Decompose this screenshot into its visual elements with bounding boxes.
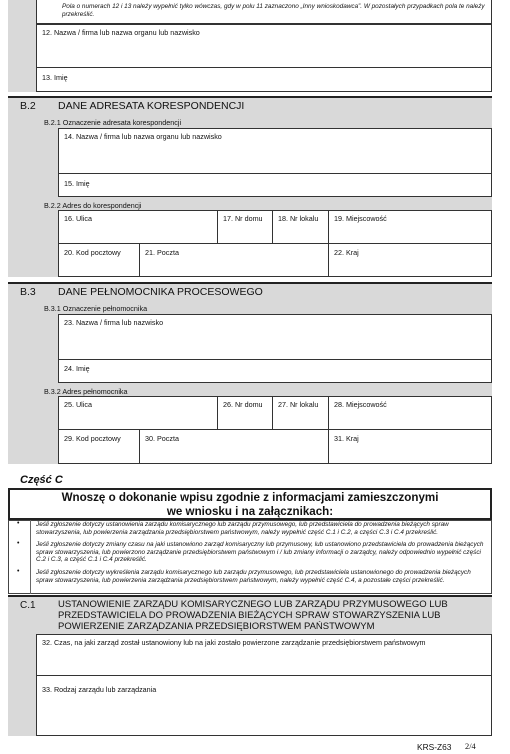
field-26-label: 26. Nr domu [223, 400, 263, 409]
part-c-instructions-divider [30, 520, 31, 594]
part-c-heading-line1: Wnoszę o dokonanie wpisu zgodnie z informacjami zamieszczonymi [61, 491, 439, 504]
section-b21-title: B.2.1 Oznaczenie adresata korespondencji [44, 118, 182, 127]
field-30-label: 30. Poczta [145, 434, 179, 443]
field-31-label: 31. Kraj [334, 434, 359, 443]
section-c1-code: C.1 [20, 600, 36, 611]
section-b32-title: B.3.2 Adres pełnomocnika [44, 387, 128, 396]
section-c1-title-line3: POWIERZENIE ZARZĄDZANIA PRZEDSIĘBIORSTWEM PAŃSTWOWYM [58, 621, 375, 632]
field-27-label: 27. Nr lokalu [278, 400, 319, 409]
field-17-label: 17. Nr domu [223, 214, 263, 223]
section-b2-rule [8, 96, 492, 98]
part-c-label: Część C [20, 474, 63, 486]
field-19-label: 19. Miejscowość [334, 214, 387, 223]
section-c1-rule [8, 595, 492, 597]
field-12-label: 12. Nazwa / firma lub nazwa organu lub nazwisko [42, 28, 200, 37]
field-32-label: 32. Czas, na jaki zarząd został ustanowiony lub na jaki zostało powierzone zarządzanie przedsiębiorstwem państwowym [42, 638, 426, 647]
field-15-label: 15. Imię [64, 179, 90, 188]
instruction-3: Jeśli zgłoszenie dotyczy wykreślenia zarządu komisarycznego lub zarządu przymusowego, lub przedstawiciela ustanowionego do prowadzenia bieżących spraw stowarzyszenia, lub powierzenia zarządzania przedsiębiorstwem państwowym, należy wypełnić część C.4, a pozostałe części przekreślić. [36, 569, 471, 584]
field-21-label: 21. Poczta [145, 248, 179, 257]
section-b3-code: B.3 [20, 286, 36, 298]
field-33-label: 33. Rodzaj zarządu lub zarządzania [42, 685, 157, 694]
section-b31-title: B.3.1 Oznaczenie pełnomocnika [44, 304, 148, 313]
bullet-icon-3: • [17, 568, 20, 575]
section-b3-rule [8, 282, 492, 284]
part-c-heading-line2: we wniosku i na załącznikach: [166, 505, 334, 518]
field-18-label: 18. Nr lokalu [278, 214, 319, 223]
top-note: Pola o numerach 12 i 13 należy wypełnić tylko wówczas, gdy w polu 11 zaznaczono „Inny wnioskodawca”. W pozostałych przypadkach pola te należy przekreślić. [62, 3, 485, 18]
field-13-input[interactable] [36, 67, 492, 92]
field-28-label: 28. Miejscowość [334, 400, 387, 409]
instruction-2: Jeśli zgłoszenie dotyczy zmiany czasu na jaki ustanowiono zarząd komisaryczny lub przymusowy, lub ustanowiono przedstawiciela do prowadzenia bieżących spraw stowarzyszenia, lub powierzono zarządzanie przedsiębiorstwem państwowym i / lub zmiany informacji o zarządcy, należy odpowiednio wypełnić części C.2 i C.3, a część C.1 i C.4 przekreślić. [36, 541, 484, 564]
field-29-label: 29. Kod pocztowy [64, 434, 121, 443]
page-number: 2/4 [465, 742, 476, 751]
field-16-label: 16. Ulica [64, 214, 92, 223]
section-c1-title-line1: USTANOWIENIE ZARZĄDU KOMISARYCZNEGO LUB ZARZĄDU PRZYMUSOWEGO LUB [58, 599, 448, 610]
field-13-label: 13. Imię [42, 73, 68, 82]
field-25-label: 25. Ulica [64, 400, 92, 409]
section-c1-title-line2: PRZEDSTAWICIELA DO PROWADZENIA BIEŻĄCYCH SPRAW STOWARZYSZENIA LUB [58, 610, 441, 621]
field-23-label: 23. Nazwa / firma lub nazwisko [64, 318, 164, 327]
field-24-input[interactable] [58, 359, 492, 383]
field-14-label: 14. Nazwa / firma lub nazwa organu lub nazwisko [64, 132, 222, 141]
bullet-icon-2: • [17, 540, 20, 547]
bullet-icon-1: • [17, 520, 20, 527]
field-20-label: 20. Kod pocztowy [64, 248, 121, 257]
section-b3-title: DANE PEŁNOMOCNIKA PROCESOWEGO [58, 286, 263, 298]
section-b2-code: B.2 [20, 100, 36, 112]
field-22-label: 22. Kraj [334, 248, 359, 257]
form-code: KRS-Z63 [417, 742, 452, 752]
section-b22-title: B.2.2 Adres do korespondencji [44, 201, 142, 210]
field-15-input[interactable] [58, 173, 492, 197]
instruction-1: Jeśli zgłoszenie dotyczy ustanowienia zarządu komisarycznego lub zarządu przymusowego, lub przedstawiciela do prowadzenia bieżących spraw stowarzyszenia, lub powierzenia zarządzania przedsiębiorstwem państwowym, należy wypełnić część C.1 i C.2, a części C.3 i C.4 przekreślić. [36, 521, 449, 536]
section-b2-title: DANE ADRESATA KORESPONDENCJI [58, 100, 245, 112]
field-24-label: 24. Imię [64, 364, 90, 373]
